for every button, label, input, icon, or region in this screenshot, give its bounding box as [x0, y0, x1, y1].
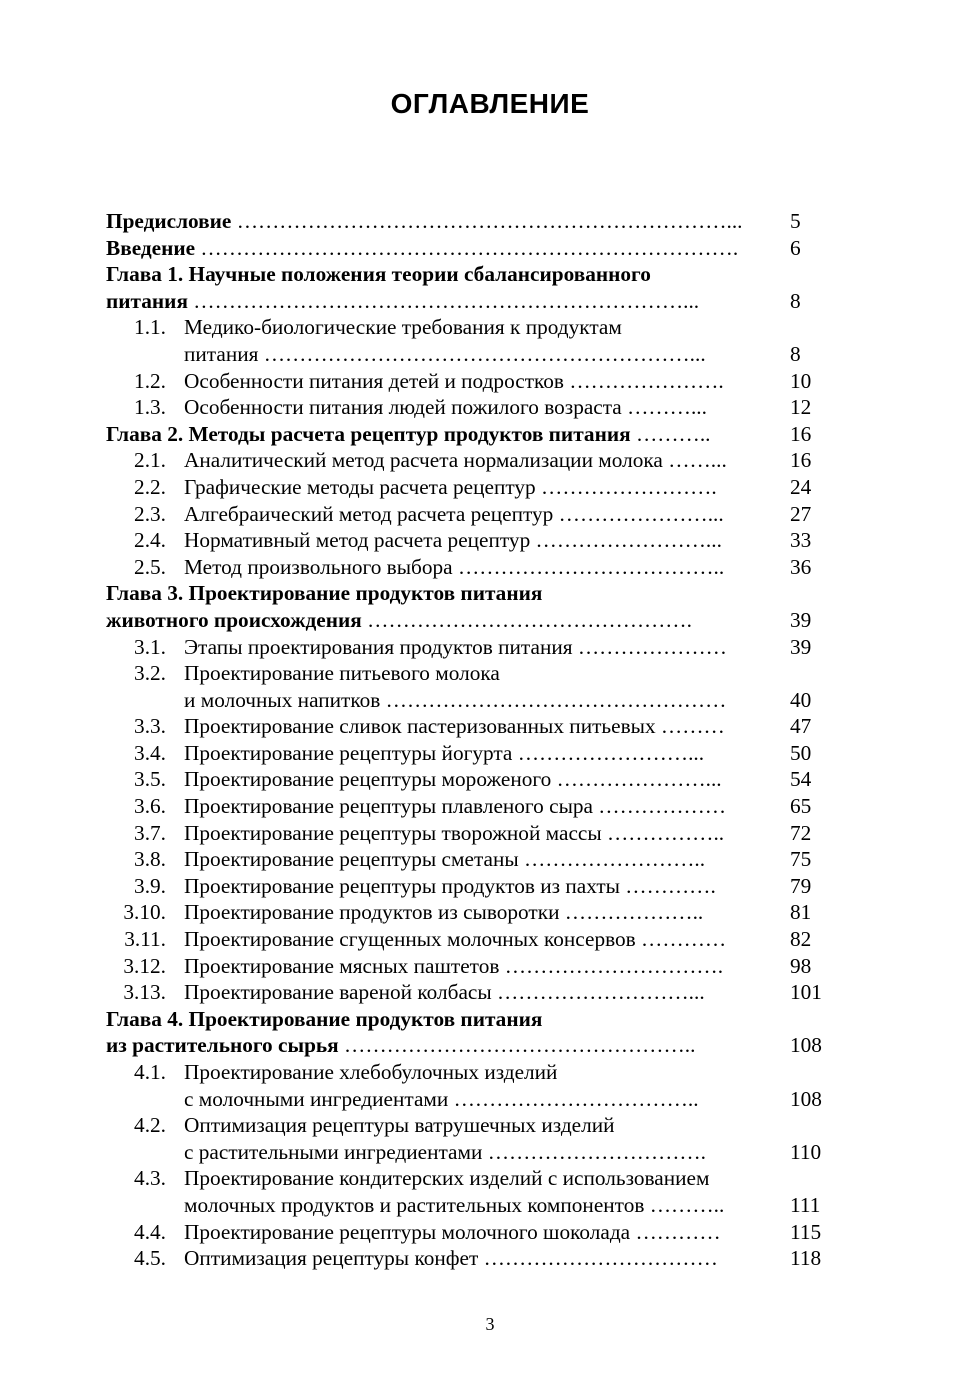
toc-entry-page: 98: [790, 953, 812, 978]
toc-entry-title-text: Аналитический метод расчета нормализации молока: [184, 448, 663, 473]
toc-entry: [106, 421, 828, 448]
toc-entry: [106, 1165, 828, 1192]
toc-entry-title-text: Проектирование сгущенных молочных консервов: [184, 927, 636, 952]
toc-entry-title: [184, 447, 727, 474]
toc-entry-leader: ………………………………………………………………….: [195, 235, 739, 260]
toc-entry-page: 24: [790, 474, 812, 499]
toc-entry-title-text: с растительными ингредиентами: [184, 1139, 483, 1164]
toc-entry-leader: ……………………………………………………………...: [231, 209, 743, 233]
toc-entry: [106, 820, 828, 847]
toc-entry-leader: …………………………………………: [380, 687, 727, 712]
toc-entry: [106, 1245, 828, 1272]
toc-entry-number: 2.3.: [134, 501, 166, 526]
toc-entry-number: 3.5.: [134, 767, 166, 792]
toc-entry-title-text: Оптимизация рецептуры ватрушечных изделий: [184, 1113, 615, 1138]
toc-entry: [106, 474, 828, 501]
toc-entry-number: 3.6.: [134, 794, 166, 819]
toc-entry-title-text: Медико-биологические требования к продуктам: [184, 315, 622, 340]
toc-entry-number: 3.2.: [134, 661, 166, 686]
toc-entry-title-text: Проектирование продуктов из сыворотки: [184, 900, 560, 925]
toc-entry-page: 118: [790, 1246, 822, 1271]
toc-entry-leader: ………………………...: [491, 980, 705, 1005]
toc-entry: [106, 208, 828, 235]
toc-entry-number: 2.4.: [134, 528, 166, 553]
toc-entry-leader: ……...: [662, 448, 727, 473]
toc-entry-title: [106, 580, 542, 607]
toc-entry-title: [184, 1219, 721, 1246]
toc-entry-title: [106, 261, 651, 288]
toc-entry: [106, 314, 828, 341]
toc-entry-number: 3.4.: [134, 740, 166, 765]
toc-entry-title-text: Метод произвольного выбора: [184, 554, 453, 579]
toc-entry: [106, 713, 828, 740]
toc-entry-title: [184, 846, 705, 873]
toc-entry: [106, 554, 828, 581]
toc-entry-title: [184, 474, 717, 501]
toc-entry: [106, 1192, 828, 1219]
toc-entry-title-text: Проектирование рецептуры плавленого сыра: [184, 794, 593, 819]
toc-entry-title: [184, 554, 724, 581]
toc-entry-page: 16: [790, 448, 812, 473]
toc-entry-page: 82: [790, 927, 812, 952]
toc-entry-leader: …………………...: [551, 767, 722, 792]
toc-entry-page: 108: [790, 1033, 822, 1058]
toc-entry-number: 4.2.: [134, 1113, 166, 1138]
toc-entry-page: 10: [790, 368, 812, 393]
toc-entry-page: 8: [790, 288, 801, 313]
toc-entry-title-text: питания: [106, 288, 188, 313]
toc-entry-page: 81: [790, 900, 812, 925]
toc-entry-leader: ………………….: [564, 368, 724, 393]
toc-entry-title-text: Графические методы расчета рецептур: [184, 474, 536, 499]
toc-entry-page: 79: [790, 873, 812, 898]
toc-entry-title: [184, 1059, 557, 1086]
toc-entry-page: 54: [790, 767, 812, 792]
toc-entry-title-text: питания: [184, 341, 259, 366]
toc-entry-leader: …………………………………………..: [338, 1033, 696, 1058]
table-of-contents: [106, 208, 828, 1272]
toc-entry-title-text: молочных продуктов и растительных компонентов: [184, 1192, 645, 1217]
toc-entry-page: 111: [790, 1192, 821, 1217]
toc-entry: [106, 953, 828, 980]
toc-entry-title-text: и молочных напитков: [184, 687, 381, 712]
toc-entry-title-text: Глава 3. Проектирование продуктов питания: [106, 581, 543, 606]
toc-entry-leader: …………………...: [553, 501, 724, 526]
toc-entry-title: [184, 1139, 706, 1166]
toc-entry-title: [184, 820, 724, 847]
toc-entry-title-text: Проектирование рецептуры сметаны: [184, 847, 519, 872]
toc-entry-leader: …………………….: [535, 474, 717, 499]
toc-entry-title: [184, 793, 726, 820]
toc-entry-leader: ………..: [644, 1192, 725, 1217]
toc-entry: [106, 926, 828, 953]
toc-entry-page: 12: [790, 395, 812, 420]
toc-entry: [106, 979, 828, 1006]
toc-entry-number: 3.13.: [123, 980, 166, 1005]
toc-entry-leader: ………...: [621, 395, 707, 420]
toc-entry-page: 6: [790, 235, 801, 260]
toc-entry-number: 2.5.: [134, 554, 166, 579]
toc-entry-number: 3.9.: [134, 873, 166, 898]
toc-entry-title: [184, 660, 500, 687]
toc-entry-title: [184, 1086, 699, 1113]
toc-entry-leader: ………………………………..: [452, 554, 725, 579]
page-number: 3: [485, 1314, 495, 1334]
toc-entry-number: 3.3.: [134, 714, 166, 739]
toc-entry: [106, 527, 828, 554]
toc-entry-title: [184, 926, 726, 953]
toc-entry-title-text: Проектирование питьевого молока: [184, 661, 500, 686]
toc-entry-number: 3.11.: [124, 927, 166, 952]
toc-entry-title-text: Глава 1. Научные положения теории сбалансированного: [106, 262, 651, 287]
toc-entry: [106, 846, 828, 873]
toc-entry-title: [184, 314, 622, 341]
toc-entry-title: [184, 368, 724, 395]
toc-entry: [106, 687, 828, 714]
toc-entry-page: 5: [790, 209, 801, 233]
toc-entry-title-text: Проектирование рецептуры йогурта: [184, 740, 513, 765]
toc-entry-title: [106, 421, 711, 448]
toc-entry-title-text: Особенности питания людей пожилого возраста: [184, 395, 622, 420]
toc-entry-leader: …………: [635, 927, 727, 952]
toc-entry-title-text: Введение: [106, 235, 196, 260]
toc-entry-title: [184, 713, 725, 740]
toc-entry: [106, 1112, 828, 1139]
toc-entry-title: [106, 288, 699, 315]
toc-entry-number: 2.1.: [134, 448, 166, 473]
toc-entry-page: 27: [790, 501, 812, 526]
toc-entry-title: [106, 208, 743, 235]
toc-entry-title: [184, 1112, 615, 1139]
toc-entry-title-text: Проектирование рецептуры молочного шоколада: [184, 1219, 631, 1244]
toc-entry-number: 3.8.: [134, 847, 166, 872]
toc-entry: [106, 660, 828, 687]
toc-entry-page: 8: [790, 341, 801, 366]
toc-entry-number: 4.1.: [134, 1060, 166, 1084]
toc-entry-page: 50: [790, 740, 812, 765]
toc-entry-leader: ………..: [630, 421, 711, 446]
page-title: ОГЛАВЛЕНИЕ: [390, 88, 590, 119]
toc-entry-leader: ……………………………: [478, 1246, 718, 1271]
toc-entry-page: 39: [790, 607, 812, 632]
toc-entry-leader: …………: [630, 1219, 721, 1244]
toc-entry-title: [184, 527, 722, 554]
toc-entry-title-text: Нормативный метод расчета рецептур: [184, 528, 531, 553]
toc-entry-title-text: из растительного сырья: [106, 1033, 339, 1058]
toc-entry: [106, 607, 828, 634]
toc-entry-title: [106, 607, 692, 634]
toc-entry-title-text: Проектирование сливок пастеризованных питьевых: [184, 714, 656, 739]
toc-entry-page: 65: [790, 794, 812, 819]
toc-entry-title-text: Проектирование рецептуры продуктов из пахты: [184, 873, 620, 898]
toc-entry-leader: ………………: [592, 794, 727, 819]
toc-entry-title-text: Особенности питания детей и подростков: [184, 368, 564, 393]
toc-entry-title: [184, 979, 705, 1006]
toc-entry-leader: ……………………………………………………...: [258, 341, 706, 366]
toc-entry-number: 4.4.: [134, 1219, 166, 1244]
toc-entry-title-text: Проектирование рецептуры мороженого: [184, 767, 552, 792]
toc-entry-title-text: Глава 4. Проектирование продуктов питания: [106, 1006, 543, 1031]
toc-entry-page: 101: [790, 980, 822, 1005]
toc-entry-title: [106, 1006, 542, 1033]
toc-entry-leader: ……………………...: [512, 740, 705, 765]
toc-entry-title: [184, 394, 707, 421]
toc-entry-page: 110: [790, 1139, 822, 1164]
toc-entry-title: [106, 1032, 695, 1059]
toc-entry: [106, 288, 828, 315]
toc-entry-title: [184, 1192, 724, 1219]
toc-entry: [106, 1006, 828, 1033]
toc-entry: [106, 580, 828, 607]
toc-entry-number: 4.5.: [134, 1246, 166, 1271]
toc-entry-leader: ………: [655, 714, 725, 739]
toc-entry-title: [184, 740, 704, 767]
toc-entry-title: [184, 766, 722, 793]
toc-entry-leader: ……………..: [601, 820, 725, 845]
toc-entry-title: [184, 687, 726, 714]
toc-entry-title: [184, 341, 706, 368]
toc-entry: [106, 1219, 828, 1246]
toc-entry: [106, 634, 828, 661]
toc-entry: [106, 899, 828, 926]
toc-entry-leader: ………………………….: [482, 1139, 706, 1164]
toc-entry-leader: ………………..: [559, 900, 704, 925]
toc-entry: [106, 766, 828, 793]
toc-entry: [106, 1086, 828, 1113]
toc-entry-page: 108: [790, 1086, 822, 1111]
toc-entry-title-text: Алгебраический метод расчета рецептур: [184, 501, 554, 526]
toc-entry: [106, 740, 828, 767]
toc-entry-number: 1.2.: [134, 368, 166, 393]
toc-entry: [106, 341, 828, 368]
toc-entry: [106, 368, 828, 395]
toc-entry-page: 39: [790, 634, 812, 659]
toc-entry-leader: ……………………...: [530, 528, 722, 553]
toc-entry-leader: ……………………………………….: [361, 607, 692, 632]
toc-entry-title-text: Проектирование хлебобулочных изделий: [184, 1060, 558, 1084]
toc-entry-title-text: с молочными ингредиентами: [184, 1086, 449, 1111]
toc-entry-leader: ………….: [619, 873, 716, 898]
toc-entry-number: 3.1.: [134, 634, 166, 659]
toc-entry-page: 115: [790, 1219, 822, 1244]
toc-entry: [106, 873, 828, 900]
toc-entry-title: [184, 953, 723, 980]
toc-entry-title-text: Этапы проектирования продуктов питания: [184, 634, 573, 659]
toc-entry-title-text: Проектирование вареной колбасы: [184, 980, 492, 1005]
toc-entry-title: [184, 1245, 718, 1272]
toc-entry-title-text: Проектирование кондитерских изделий с использованием: [184, 1166, 710, 1191]
toc-entry-title: [184, 634, 727, 661]
toc-entry-number: 1.1.: [134, 315, 166, 340]
toc-entry-title-text: животного происхождения: [106, 607, 362, 632]
toc-entry-page: 40: [790, 687, 812, 712]
toc-entry-leader: ……………………………………………………………...: [187, 288, 700, 313]
toc-entry-page: 36: [790, 554, 812, 579]
toc-entry: [106, 501, 828, 528]
toc-entry-leader: ………………………….: [499, 953, 724, 978]
toc-entry-leader: ……………………………..: [448, 1086, 699, 1111]
toc-entry-title-text: Проектирование рецептуры творожной массы: [184, 820, 602, 845]
toc-entry: [106, 261, 828, 288]
toc-entry: [106, 394, 828, 421]
toc-entry-title: [106, 235, 738, 262]
toc-entry-title: [184, 873, 716, 900]
toc-entry: [106, 447, 828, 474]
toc-entry-number: 3.7.: [134, 820, 166, 845]
toc-entry-title-text: Глава 2. Методы расчета рецептур продуктов питания: [106, 421, 631, 446]
toc-entry-number: 1.3.: [134, 395, 166, 420]
toc-entry: [106, 1032, 828, 1059]
toc-entry-number: 4.3.: [134, 1166, 166, 1191]
toc-entry-page: 33: [790, 528, 812, 553]
toc-entry-page: 16: [790, 421, 812, 446]
toc-entry-leader: ……………………..: [518, 847, 706, 872]
toc-entry-leader: …………………: [572, 634, 727, 659]
toc-entry-title: [184, 501, 724, 528]
toc-entry-title-text: Проектирование мясных паштетов: [184, 953, 500, 978]
toc-entry-title-text: Предисловие: [106, 209, 232, 233]
toc-entry-number: 2.2.: [134, 474, 166, 499]
toc-entry: [106, 793, 828, 820]
toc-entry-number: 3.12.: [123, 953, 166, 978]
toc-entry-title: [184, 1165, 709, 1192]
toc-entry: [106, 235, 828, 262]
toc-entry-page: 72: [790, 820, 812, 845]
toc-entry-title: [184, 899, 703, 926]
toc-entry: [106, 1059, 828, 1086]
toc-entry-title-text: Оптимизация рецептуры конфет: [184, 1246, 479, 1271]
toc-entry: [106, 1139, 828, 1166]
toc-entry-page: 47: [790, 714, 812, 739]
toc-entry-number: 3.10.: [123, 900, 166, 925]
toc-entry-page: 75: [790, 847, 812, 872]
